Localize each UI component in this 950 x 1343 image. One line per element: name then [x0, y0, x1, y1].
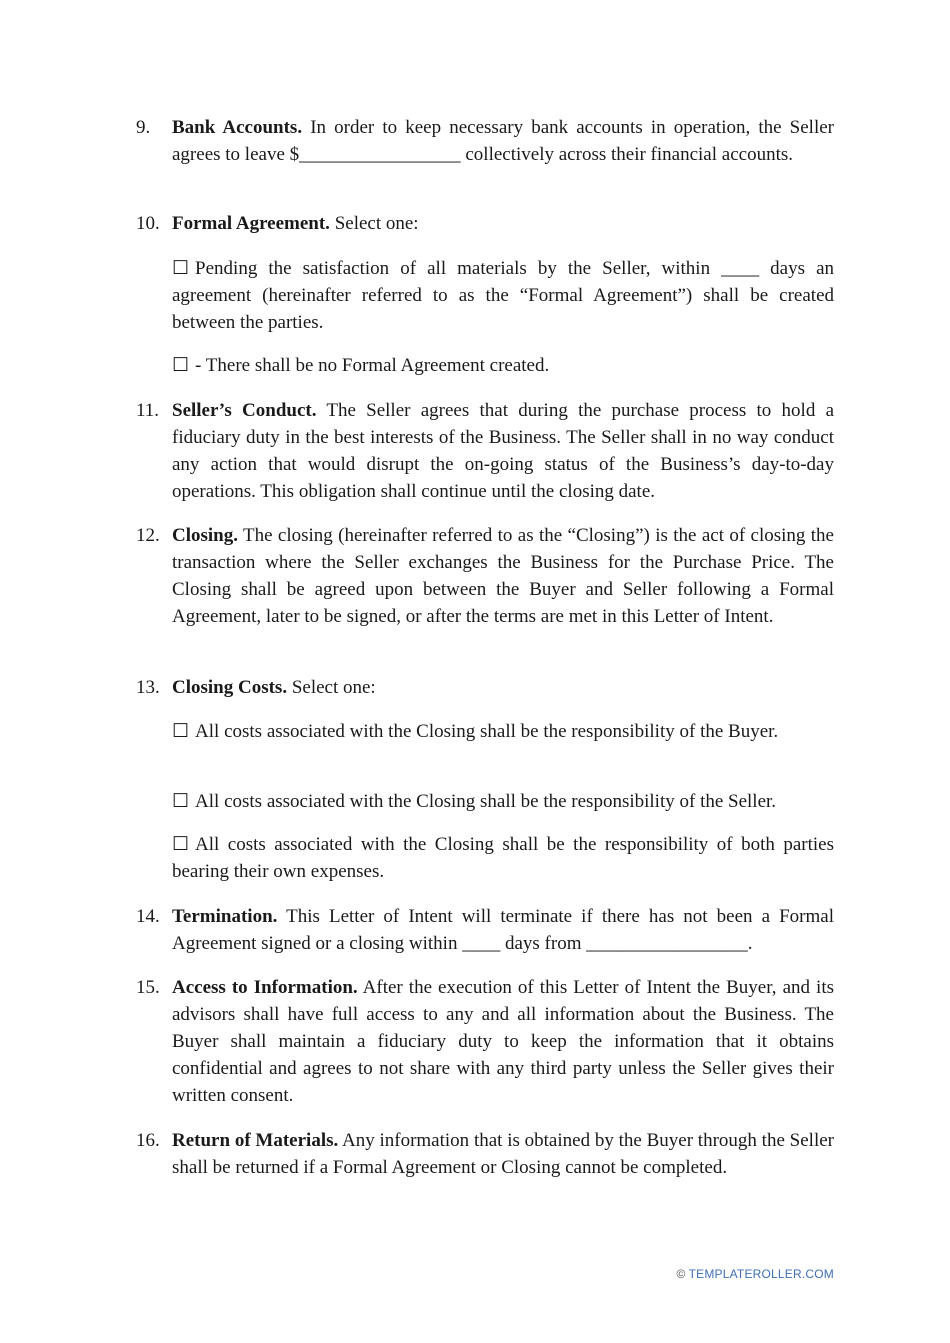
formal-agreement-option-1 [172, 255, 834, 336]
section-title: Closing Costs. [172, 677, 288, 698]
section-title: Access to Information. [172, 977, 358, 998]
footer-brand-text: TEMPLATEROLLER.COM [688, 1267, 834, 1281]
section-title: Closing. [172, 525, 238, 546]
section-title: Formal Agreement. [172, 213, 330, 234]
section-text: The Seller agrees that during the purchase process to hold a fiduciary duty in the best interests of the Business. The Seller shall in no way conduct any action that would disrupt the on-going status of the Business’s day-to-day operations. This obligation shall continue until the closing date. [172, 400, 834, 502]
section-number: 16. [136, 1130, 160, 1151]
section-number: 13. [136, 677, 160, 698]
section-return-of-materials [136, 1127, 834, 1181]
copyright-icon: © [676, 1267, 686, 1281]
section-closing [136, 522, 834, 630]
closing-costs-option-seller [172, 788, 834, 815]
checkbox[interactable]: ☐ [172, 791, 190, 812]
section-number: 14. [136, 906, 160, 927]
section-text: In order to keep necessary bank accounts in operation, the Seller agrees to leave $_________________ collectively across their financial accounts. [172, 117, 835, 165]
section-title: Bank Accounts. [172, 117, 303, 138]
section-text: Select one: [329, 213, 419, 234]
section-text: After the execution of this Letter of Intent the Buyer, and its advisors shall have full access to any and all information about the Business. The Buyer shall maintain a fiduciary duty to keep the information that it obtains confidential and agrees to not share with any third party unless the Seller gives their written consent. [172, 977, 834, 1106]
section-title: Return of Materials. [172, 1130, 339, 1151]
section-text: Select one: [287, 677, 376, 698]
section-sellers-conduct [136, 397, 834, 505]
section-number: 15. [136, 977, 160, 998]
footer-brand-link[interactable] [677, 1266, 834, 1282]
section-number: 9. [136, 117, 151, 138]
section-number: 11. [136, 400, 160, 421]
closing-costs-option-buyer [172, 718, 834, 745]
section-access-to-information [136, 974, 834, 1109]
checkbox[interactable]: ☐ [172, 258, 190, 279]
section-termination [136, 903, 834, 957]
section-formal-agreement [136, 210, 834, 237]
section-text: This Letter of Intent will terminate if there has not been a Formal Agreement signed or a closing within ____ days from _________________. [172, 906, 834, 954]
option-text: Pending the satisfaction of all materials by the Seller, within ____ days an agreement (hereinafter referred to as the “Formal Agreement”) shall be created between the parties. [172, 258, 834, 333]
option-text: - There shall be no Formal Agreement created. [195, 355, 550, 376]
checkbox[interactable]: ☐ [172, 355, 190, 376]
option-text: All costs associated with the Closing shall be the responsibility of the Buyer. [195, 721, 779, 742]
section-text: The closing (hereinafter referred to as the “Closing”) is the act of closing the transaction where the Seller exchanges the Business for the Purchase Price. The Closing shall be agreed upon between the Buyer and Seller following a Formal Agreement, later to be signed, or after the terms are met in this Letter of Intent. [172, 525, 834, 627]
section-text: Any information that is obtained by the Buyer through the Seller shall be returned if a Formal Agreement or Closing cannot be completed. [172, 1130, 834, 1178]
section-number: 12. [136, 525, 160, 546]
section-title: Seller’s Conduct. [172, 400, 317, 421]
option-text: All costs associated with the Closing shall be the responsibility of the Seller. [195, 791, 777, 812]
formal-agreement-option-2 [172, 352, 834, 379]
section-bank-accounts [136, 114, 834, 168]
checkbox[interactable]: ☐ [172, 721, 190, 742]
section-number: 10. [136, 213, 160, 234]
section-closing-costs [136, 674, 834, 701]
closing-costs-option-both [172, 831, 834, 885]
checkbox[interactable]: ☐ [172, 834, 190, 855]
option-text: All costs associated with the Closing shall be the responsibility of both parties bearing their own expenses. [172, 834, 834, 882]
section-title: Termination. [172, 906, 278, 927]
